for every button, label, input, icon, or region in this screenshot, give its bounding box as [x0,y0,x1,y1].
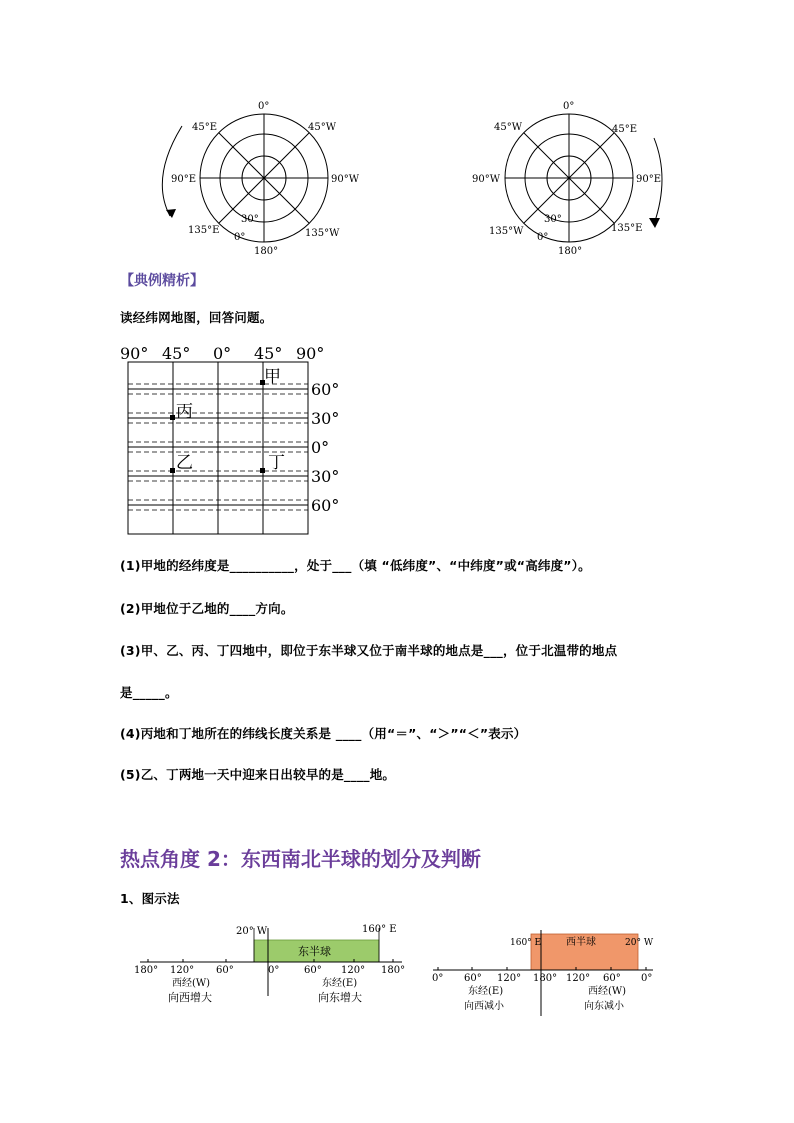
dl-east-label: 东经(E) [322,978,358,989]
polar-right-label-top: 0° [563,101,575,112]
lon-label-45w: 45° [162,344,191,363]
dl-box-label: 东半球 [298,945,331,958]
dr-east-label: 东经(E) [468,986,504,997]
lat-label-30n: 30° [311,409,340,428]
dl-tick-2: 60° [216,965,234,976]
dr-west-desc: 向东减小 [584,1001,624,1012]
lat-label-60s: 60° [311,496,340,515]
polar-right-label-tr: 45°E [612,124,638,135]
question-1: (1)甲地的经纬度是__________，处于___（填 “低纬度”、“中纬度”或“高纬度”）。 [120,558,591,573]
polar-left-label-0: 0° [234,232,246,243]
polar-left-label-30: 30° [241,214,259,225]
lat-lon-grid [118,342,358,538]
point-bing-label: 丙 [176,402,193,422]
lat-label-60n: 60° [311,380,340,399]
dl-tick-5: 120° [341,965,366,976]
dl-tick-3: 0° [268,965,280,976]
polar-left-label-left: 90°E [171,174,197,185]
polar-left-label-right: 90°W [331,174,360,185]
lon-label-45e: 45° [254,344,283,363]
point-ding-label: 丁 [268,453,285,473]
lat-label-30s: 30° [311,467,340,486]
east-hemisphere-diagram [128,918,413,1013]
question-4: (4)丙地和丁地所在的纬线长度关系是 ____（用“＝”、“＞”“＜”表示） [120,726,527,741]
point-yi-marker [170,468,175,473]
lon-label-0: 0° [213,344,232,363]
dl-top-right-label: 160° E [362,924,397,935]
polar-left-label-top: 0° [258,101,270,112]
dr-left-tag: 160° E [510,938,542,948]
dr-tick-3: 180° [533,973,558,984]
dr-east-desc: 向西减小 [464,1001,504,1012]
lon-label-90w: 90° [120,344,149,363]
dl-west-label: 西经(W) [172,978,211,989]
sub-heading: 1、图示法 [120,891,180,906]
lat-label-0: 0° [311,438,330,457]
question-3: (3)甲、乙、丙、丁四地中，即位于东半球又位于南半球的地点是___，位于北温带的地点 [120,643,618,658]
dr-tick-2: 120° [497,973,522,984]
dl-east-desc: 向东增大 [318,991,362,1004]
dr-west-label: 西经(W) [588,986,627,997]
question-5: (5)乙、丁两地一天中迎来日出较早的是____地。 [120,767,396,782]
point-ding-marker [260,468,265,473]
polar-diagram-right [468,98,683,260]
polar-right-label-right: 90°E [636,174,662,185]
polar-right-label-br: 135°E [611,223,643,234]
polar-diagram-left [150,98,365,260]
dr-tick-0: 0° [432,973,444,984]
polar-left-label-bl: 135°E [188,225,220,236]
dr-tick-6: 0° [641,973,653,984]
dl-tick-6: 180° [381,965,406,976]
polar-right-label-tl: 45°W [494,122,523,133]
polar-left-label-tl: 45°E [192,122,218,133]
polar-left-label-br: 135°W [305,228,340,239]
dl-top-left-label: 20° W [236,926,268,937]
dr-box-label: 西半球 [566,937,596,948]
dl-tick-0: 180° [134,965,159,976]
dl-tick-1: 120° [170,965,195,976]
dr-tick-1: 60° [464,973,482,984]
dl-west-desc: 向西增大 [168,991,212,1004]
dr-right-tag: 20° W [625,938,654,948]
intro-text: 读经纬网地图，回答问题。 [120,310,273,325]
polar-left-label-tr: 45°W [308,122,337,133]
polar-right-label-bl: 135°W [489,226,524,237]
polar-left-label-bottom: 180° [254,246,279,257]
polar-right-label-left: 90°W [472,174,501,185]
polar-right-label-0: 0° [537,232,549,243]
point-jia-label: 甲 [264,367,281,387]
lon-label-90e: 90° [296,344,325,363]
west-hemisphere-diagram [428,928,663,1020]
section-heading: 热点角度 2：东西南北半球的划分及判断 [120,847,481,871]
point-bing-marker [170,415,175,420]
question-2: (2)甲地位于乙地的____方向。 [120,601,294,616]
dr-tick-4: 120° [566,973,591,984]
polar-right-label-bottom: 180° [558,246,583,257]
section-label: 【典例精析】 [120,273,204,289]
polar-right-label-30: 30° [544,214,562,225]
dl-tick-4: 60° [304,965,322,976]
point-yi-label: 乙 [176,453,193,473]
dr-tick-5: 60° [603,973,621,984]
question-3-cont: 是_____。 [120,685,178,700]
